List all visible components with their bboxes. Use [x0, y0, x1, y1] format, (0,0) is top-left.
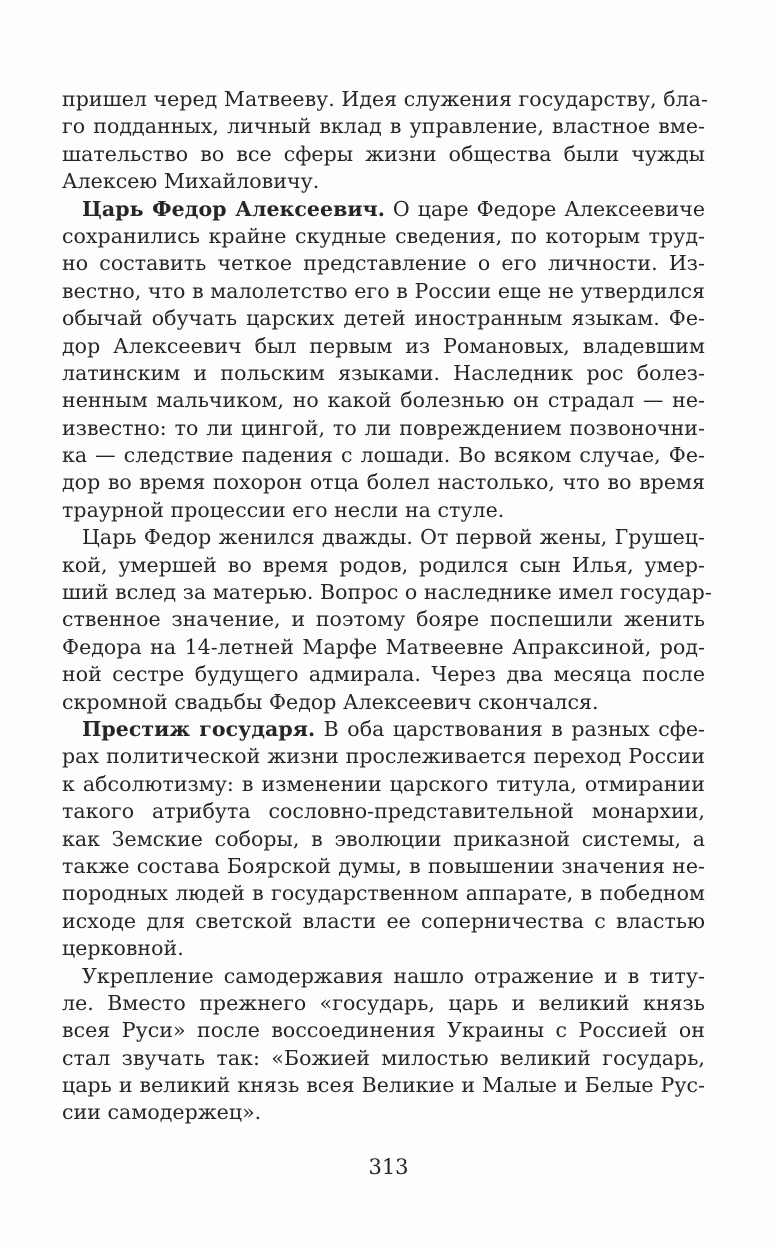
text-line: ка — следствие падения с лошади. Во всяком случае, Фе- — [62, 443, 705, 468]
page-number: 313 — [368, 1155, 409, 1179]
paragraph-marriages — [62, 524, 712, 716]
text-line: пришел черед Матвееву. Идея служения государству, бла- — [62, 87, 708, 111]
text-line: траурной процессии его несли на стуле. — [62, 497, 505, 522]
text-line: сии самодержец». — [62, 1100, 262, 1125]
text-line: ственное значение, и поэтому бояре поспешили женить — [62, 607, 705, 632]
text-line: латинским и польским языками. Наследник рос болез- — [62, 360, 705, 385]
paragraph-tsar-fedor — [62, 196, 705, 525]
text-line: но составить четкое представление о его личности. Из- — [62, 251, 705, 276]
text-line: дор во время похорон отца болел настолько, что во время — [62, 470, 705, 495]
text-line: Алексею Михайловичу. — [62, 169, 320, 194]
text-run: В оба царствования в разных сфе- — [315, 716, 706, 741]
section-heading: Престиж государя. — [82, 716, 316, 741]
text-line: ной сестре будущего адмирала. Через два месяца после — [62, 662, 705, 687]
text-line: вестно, что в малолетство его в России еще не утвердился — [62, 278, 705, 303]
text-line: кой, умершей во время родов, родился сын Илья, умер- — [62, 552, 705, 577]
text-line: к абсолютизму: в изменении царского титула, отмирании — [62, 771, 705, 796]
text-line: ненным мальчиком, но какой болезнью он страдал — не- — [62, 388, 705, 413]
text-line: как Земские соборы, в эволюции приказной системы, а — [62, 826, 705, 851]
text-run: О царе Федоре Алексеевиче — [384, 196, 705, 221]
text-line: породных людей в государственном аппарате, в победном — [62, 881, 705, 906]
text-line: шательство во все сферы жизни общества были чужды — [62, 141, 705, 166]
text-line: сохранились крайне скудные сведения, по которым труд- — [62, 223, 705, 248]
text-line: стал звучать так: «Божией милостью великий государь, — [62, 1045, 705, 1070]
section-heading: Царь Федор Алексеевич. — [82, 196, 385, 221]
text-line: ле. Вместо прежнего «государь, царь и великий князь — [62, 990, 705, 1015]
text-line: всея Руси» после воссоединения Украины с Россией он — [62, 1018, 705, 1043]
text-line: дор Алексеевич был первым из Романовых, владевшим — [62, 333, 705, 358]
text-line: ший вслед за матерью. Вопрос о наследнике имел государ- — [62, 580, 712, 605]
text-line: скромной свадьбы Федор Алексеевич скончался. — [62, 689, 599, 714]
text-line — [62, 196, 705, 223]
text-line: исходе для светской власти ее соперничества с властью — [62, 908, 705, 933]
paragraph-prestige — [62, 716, 705, 963]
paragraph-1 — [62, 86, 708, 196]
text-line — [62, 716, 705, 743]
text-line: царь и великий князь всея Великие и Малые и Белые Рус- — [62, 1073, 705, 1098]
text-line: церковной. — [62, 936, 184, 961]
text-line: Укрепление самодержавия нашло отражение и в титу- — [82, 963, 705, 988]
body-text — [62, 86, 712, 1127]
text-line: Царь Федор женился дважды. От первой жены, Грушец- — [82, 525, 705, 550]
text-line: обычай обучать царских детей иностранным языкам. Фе- — [62, 306, 705, 331]
text-line: такого атрибута сословно-представительной монархии, — [62, 799, 705, 824]
text-line: известно: то ли цингой, то ли повреждением позвоночни- — [62, 415, 705, 440]
text-line: Федора на 14-летней Марфе Матвеевне Апраксиной, род- — [62, 634, 705, 659]
text-line: рах политической жизни прослеживается переход России — [62, 744, 705, 769]
paragraph-title — [62, 963, 705, 1127]
text-line: го подданных, личный вклад в управление, властное вме- — [62, 114, 705, 139]
text-line: также состава Боярской думы, в повышении значения не- — [62, 853, 705, 878]
